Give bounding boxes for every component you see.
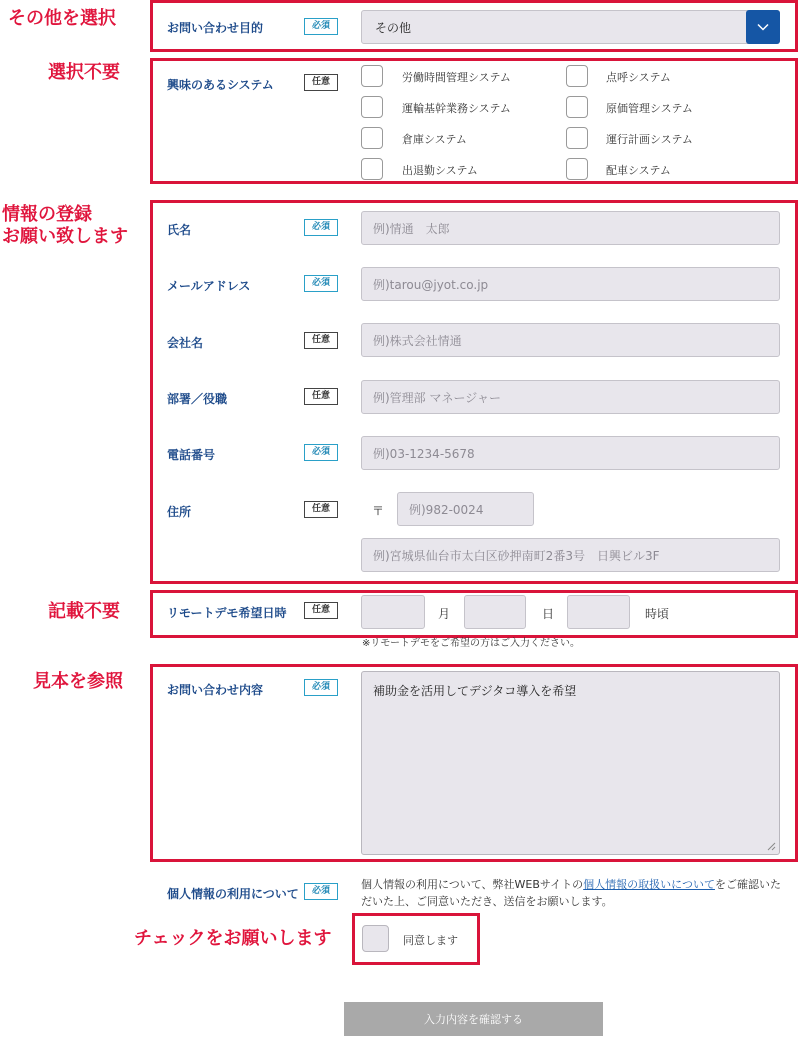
system-checkbox-operation-plan[interactable] [566,127,588,149]
demo-label: リモートデモ希望日時 [167,606,287,620]
company-label: 会社名 [167,336,204,350]
name-label: 氏名 [167,223,192,237]
name-input[interactable]: 例)情通 太郎 [361,211,780,245]
system-checkbox-dispatch[interactable] [566,158,588,180]
system-checkbox-attendance[interactable] [361,158,383,180]
optional-badge: 任意 [304,501,338,518]
department-label: 部署／役職 [167,392,228,406]
annotation-register-line1: 情報の登録 [2,204,92,225]
resize-handle-icon[interactable] [767,842,776,851]
required-badge: 必須 [304,444,338,461]
annotation-register-line2: お願い致します [2,226,128,247]
demo-note: ※リモートデモをご希望の方はご入力ください。 [362,638,580,649]
chevron-down-icon [757,23,769,31]
department-input[interactable]: 例)管理部 マネージャー [361,380,780,414]
privacy-label: 個人情報の利用について [167,887,299,901]
purpose-select[interactable] [361,10,780,44]
inquiry-text: 補助金を活用してデジタコ導入を希望 [373,684,577,698]
systems-label: 興味のあるシステム [167,78,274,92]
required-badge: 必須 [304,18,338,35]
demo-month-input[interactable] [361,595,425,629]
annotation-systems: 選択不要 [48,62,120,83]
agree-label: 同意します [403,934,458,947]
company-input[interactable]: 例)株式会社情通 [361,323,780,357]
system-label-transport-core: 運輸基幹業務システム [402,102,511,115]
annotation-purpose: その他を選択 [8,8,116,29]
demo-hour-input[interactable] [567,595,630,629]
address-label: 住所 [167,505,192,519]
system-label-attendance: 出退勤システム [402,164,478,177]
month-unit: 月 [438,607,451,621]
postal-mark: 〒 [372,504,385,518]
system-checkbox-warehouse[interactable] [361,127,383,149]
postal-code-input[interactable]: 例)982-0024 [397,492,534,526]
system-label-warehouse: 倉庫システム [402,133,467,146]
required-badge: 必須 [304,275,338,292]
privacy-text-after: をご確認いただいた上、ご同意いただき、送信をお願いします。 [361,878,781,908]
email-label: メールアドレス [167,279,251,293]
optional-badge: 任意 [304,388,338,405]
phone-input[interactable]: 例)03-1234-5678 [361,436,780,470]
system-label-labor-time: 労働時間管理システム [402,71,511,84]
address-input[interactable]: 例)宮城県仙台市太白区砂押南町2番3号 日興ビル3F [361,538,780,572]
purpose-dropdown-button[interactable] [746,10,780,44]
hour-unit: 時頃 [645,607,670,621]
privacy-text [361,876,783,910]
inquiry-textarea[interactable] [361,671,780,855]
system-checkbox-roll-call[interactable] [566,65,588,87]
optional-badge: 任意 [304,332,338,349]
system-label-cost: 原価管理システム [606,102,693,115]
confirm-submit-button[interactable]: 入力内容を確認する [344,1002,603,1036]
system-checkbox-cost[interactable] [566,96,588,118]
purpose-label: お問い合わせ目的 [167,21,264,35]
optional-badge: 任意 [304,602,338,619]
privacy-text-before: 個人情報の利用について、弊社WEBサイトの [361,878,584,891]
system-label-dispatch: 配車システム [606,164,671,177]
inquiry-label: お問い合わせ内容 [167,683,264,697]
email-input[interactable]: 例)tarou@jyot.co.jp [361,267,780,301]
day-unit: 日 [542,607,555,621]
agree-checkbox[interactable] [362,925,389,952]
required-badge: 必須 [304,679,338,696]
annotation-agree: チェックをお願いします [134,928,332,949]
annotation-demo: 記載不要 [48,601,120,622]
optional-badge: 任意 [304,74,338,91]
privacy-policy-link[interactable]: 個人情報の取扱いについて [583,878,715,891]
annotation-inquiry: 見本を参照 [33,671,123,692]
system-label-roll-call: 点呼システム [606,71,671,84]
system-checkbox-labor-time[interactable] [361,65,383,87]
system-checkbox-transport-core[interactable] [361,96,383,118]
required-badge: 必須 [304,219,338,236]
demo-day-input[interactable] [464,595,526,629]
purpose-selected-value: その他 [375,20,412,35]
phone-label: 電話番号 [167,448,216,462]
system-label-operation-plan: 運行計画システム [606,133,693,146]
required-badge: 必須 [304,883,338,900]
